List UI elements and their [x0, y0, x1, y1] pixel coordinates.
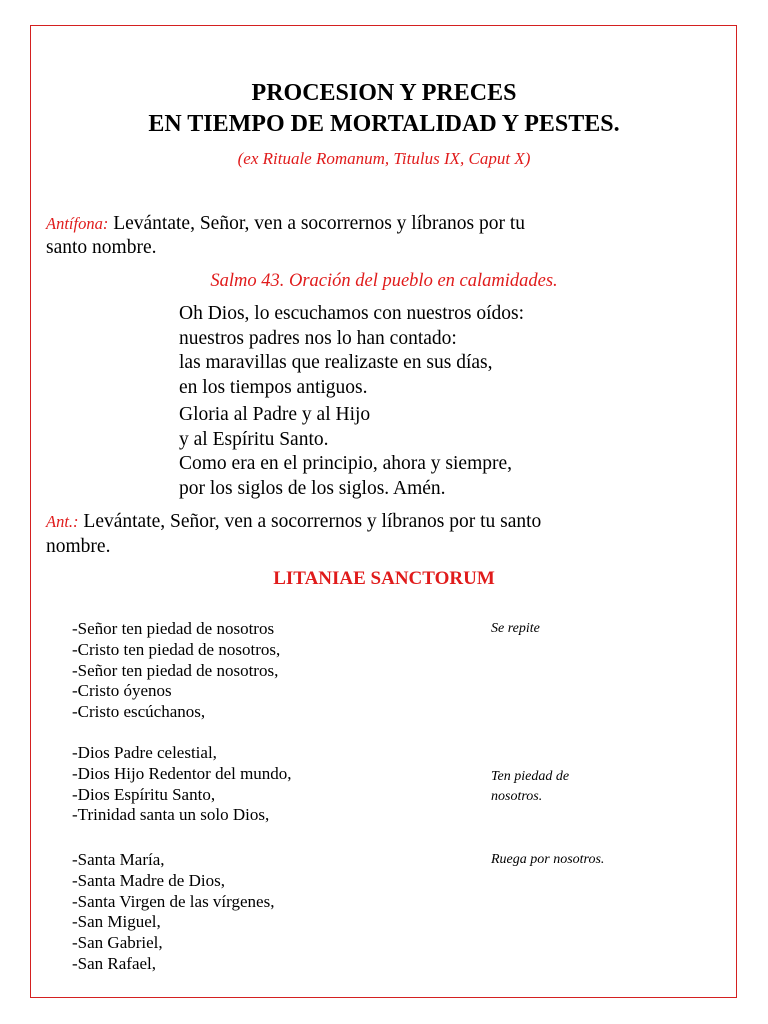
verse-line: las maravillas que realizaste en sus días, — [179, 352, 493, 373]
antiphon-repeat-text-line1: Levántate, Señor, ven a socorrernos y líbranos por tu santo — [83, 511, 542, 532]
verse-line: en los tiempos antiguos. — [179, 376, 368, 398]
invocation: -Señor ten piedad de nosotros, — [72, 660, 279, 680]
invocation: -Santa Virgen de las vírgenes, — [72, 891, 275, 911]
response-line: nosotros. — [491, 789, 543, 804]
verse-line: Gloria al Padre y al Hijo — [179, 404, 371, 425]
verse-line: Como era en el principio, ahora y siempre, — [179, 453, 513, 474]
invocation: -Cristo óyenos — [72, 681, 172, 701]
verse-line: por los siglos de los siglos. Amén. — [179, 477, 446, 499]
psalm-stanza-2 — [179, 403, 512, 501]
invocation: -Trinidad santa un solo Dios, — [72, 805, 270, 825]
invocation: -Santa Madre de Dios, — [72, 870, 225, 890]
litany-response-1: Se repite — [491, 621, 540, 636]
antiphon-text-line2: santo nombre. — [46, 237, 157, 258]
invocation: -Cristo escúchanos, — [72, 702, 206, 722]
litany-response-3: Ruega por nosotros. — [491, 852, 605, 867]
invocation: -Santa María, — [72, 850, 165, 869]
invocation: -Dios Espíritu Santo, — [72, 784, 216, 804]
response-line: Ten piedad de — [491, 769, 570, 784]
invocation: -Dios Padre celestial, — [72, 743, 217, 762]
litany-group-3 — [72, 850, 274, 975]
invocation: -San Miguel, — [72, 912, 161, 932]
document-title-line1: PROCESION Y PRECES — [251, 80, 517, 106]
antiphon-repeat-label: Ant.: — [46, 512, 79, 531]
antiphon-repeat-text-line2: nombre. — [46, 536, 111, 557]
invocation: -Señor ten piedad de nosotros — [72, 619, 275, 638]
antiphon-repeat-line1 — [46, 510, 541, 534]
antiphon-line1 — [46, 212, 525, 236]
invocation: -Cristo ten piedad de nosotros, — [72, 639, 281, 659]
litany-title: LITANIAE SANCTORUM — [273, 568, 495, 589]
litany-response-2 — [491, 767, 569, 807]
document-title-line2: EN TIEMPO DE MORTALIDAD Y PESTES. — [148, 111, 620, 137]
psalm-stanza-1 — [179, 302, 524, 400]
psalm-title: Salmo 43. Oración del pueblo en calamidades. — [210, 271, 558, 291]
litany-group-1 — [72, 619, 280, 723]
litany-group-2 — [72, 743, 292, 826]
source-citation: (ex Rituale Romanum, Titulus IX, Caput X) — [237, 149, 531, 168]
verse-line: y al Espíritu Santo. — [179, 428, 329, 450]
invocation: -Dios Hijo Redentor del mundo, — [72, 763, 292, 783]
invocation: -San Gabriel, — [72, 933, 163, 953]
verse-line: Oh Dios, lo escuchamos con nuestros oídos: — [179, 303, 525, 324]
antiphon-text-line1: Levántate, Señor, ven a socorrernos y líbranos por tu — [113, 213, 526, 234]
invocation: -San Rafael, — [72, 953, 157, 973]
antiphon-label: Antífona: — [46, 214, 109, 233]
verse-line: nuestros padres nos lo han contado: — [179, 327, 457, 349]
